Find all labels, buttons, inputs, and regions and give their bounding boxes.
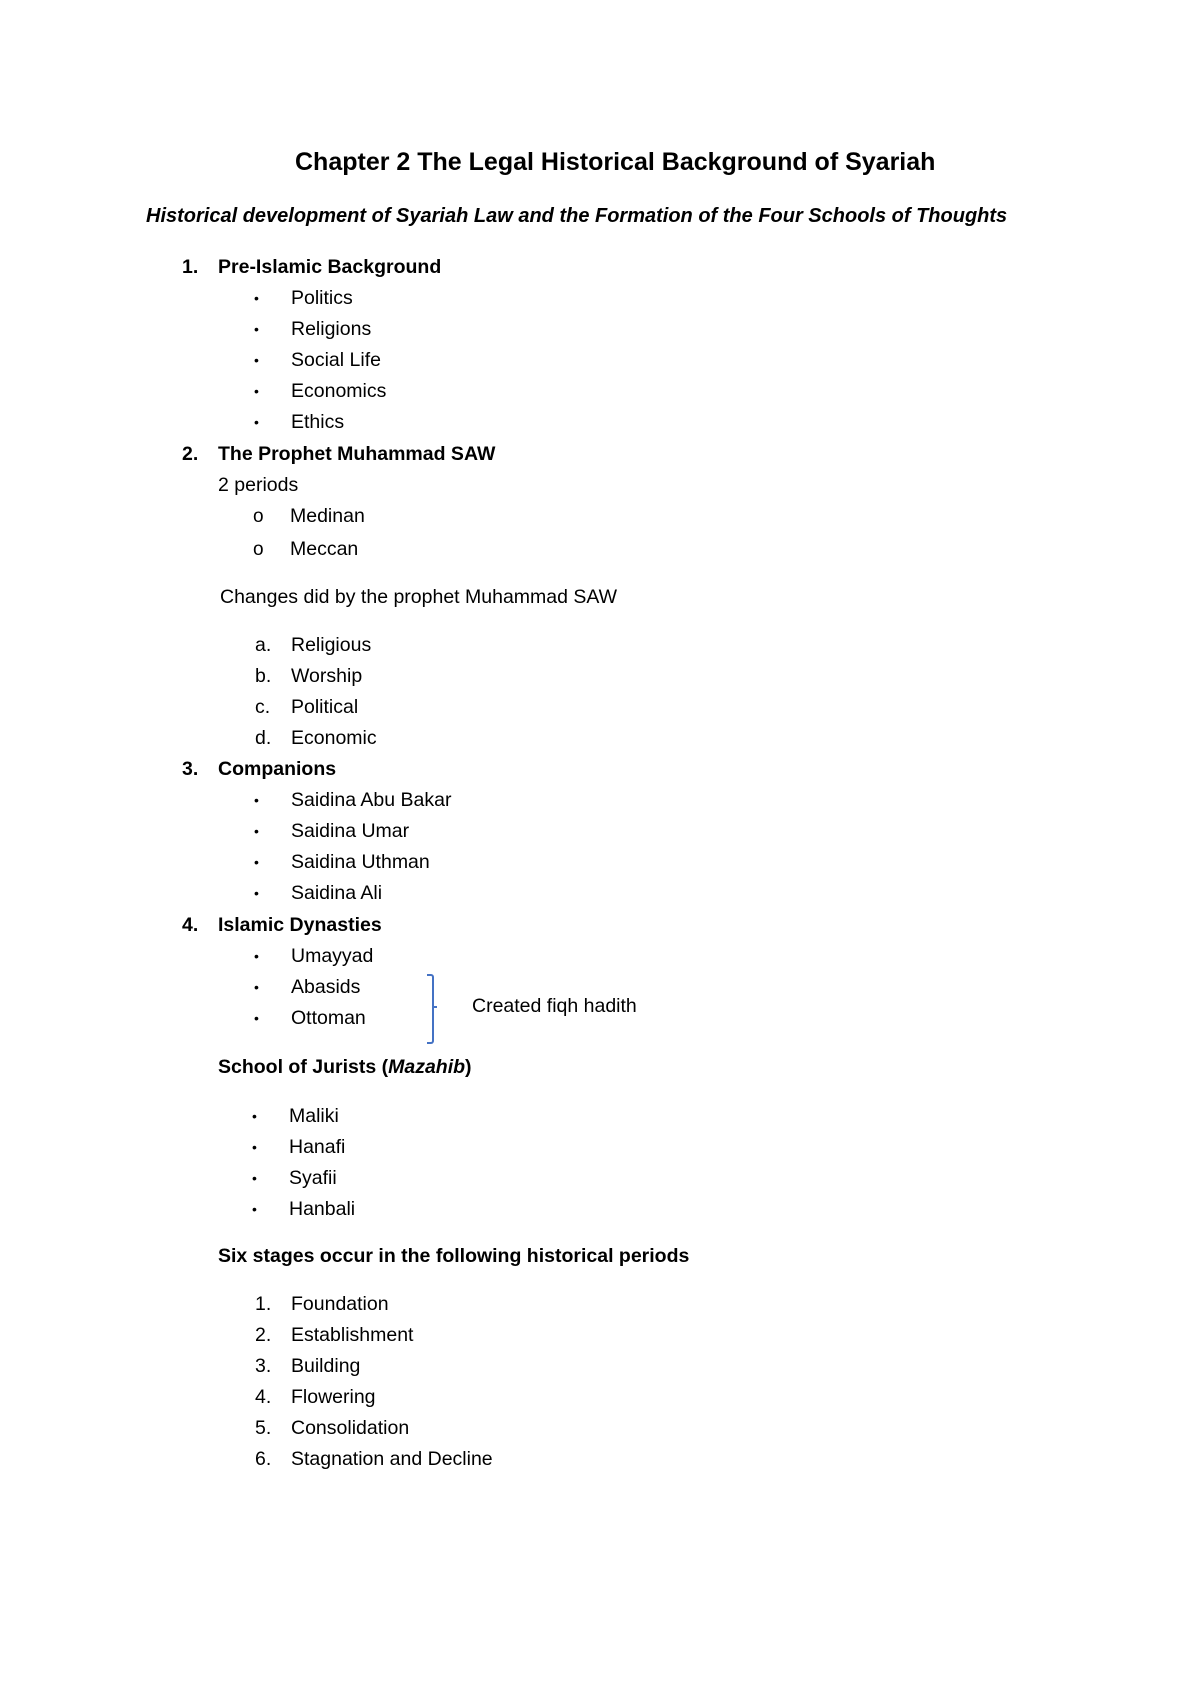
section-heading-companions: Companions — [218, 758, 337, 780]
bullet-icon: • — [254, 823, 259, 839]
section-number: 1. — [182, 256, 199, 278]
list-item: Social Life — [291, 349, 381, 371]
list-item: Stagnation and Decline — [291, 1448, 493, 1470]
bullet-icon: • — [254, 854, 259, 870]
list-item: Religions — [291, 318, 372, 340]
list-item: Ethics — [291, 411, 345, 433]
list-item: Medinan — [290, 505, 365, 527]
list-item: Saidina Umar — [291, 820, 410, 842]
list-marker: 1. — [255, 1293, 272, 1315]
list-item: Politics — [291, 287, 353, 309]
jurists-heading — [218, 1056, 472, 1079]
page-subtitle: Historical development of Syariah Law and the Formation of the Four Schools of Thoughts — [146, 205, 1008, 227]
list-marker: 6. — [255, 1448, 272, 1470]
changes-label: Changes did by the prophet Muhammad SAW — [220, 586, 618, 608]
section-number: 2. — [182, 443, 199, 465]
list-item: Maliki — [289, 1105, 339, 1127]
list-item: Flowering — [291, 1386, 376, 1408]
bullet-icon: • — [252, 1139, 257, 1155]
list-item: Building — [291, 1355, 361, 1377]
list-marker: c. — [255, 696, 271, 718]
bullet-icon: • — [254, 885, 259, 901]
jurists-heading-italic: Mazahib — [388, 1056, 466, 1078]
bullet-icon: • — [254, 1010, 259, 1026]
stages-heading: Six stages occur in the following historical periods — [218, 1245, 690, 1267]
list-marker: 5. — [255, 1417, 272, 1439]
bullet-icon: • — [254, 290, 259, 306]
brace-note: Created fiqh hadith — [472, 995, 637, 1017]
list-item: Umayyad — [291, 945, 374, 967]
right-brace-icon — [427, 974, 434, 1044]
bullet-icon: • — [252, 1201, 257, 1217]
list-marker: 2. — [255, 1324, 272, 1346]
list-item: Saidina Uthman — [291, 851, 430, 873]
list-marker: b. — [255, 665, 272, 687]
list-item: Ottoman — [291, 1007, 366, 1029]
list-item: Economics — [291, 380, 387, 402]
bullet-icon: • — [254, 383, 259, 399]
circle-bullet-icon: o — [253, 506, 264, 527]
list-item: Religious — [291, 634, 372, 656]
list-item: Hanafi — [289, 1136, 346, 1158]
bullet-icon: • — [254, 352, 259, 368]
list-item: Establishment — [291, 1324, 414, 1346]
bullet-icon: • — [254, 948, 259, 964]
bullet-icon: • — [254, 321, 259, 337]
jurists-heading-prefix: School of Jurists ( — [218, 1056, 389, 1078]
list-marker: 3. — [255, 1355, 272, 1377]
section-heading-prophet: The Prophet Muhammad SAW — [218, 443, 496, 465]
bullet-icon: • — [254, 792, 259, 808]
list-item: Hanbali — [289, 1198, 356, 1220]
list-item: Abasids — [291, 976, 361, 998]
list-item: Economic — [291, 727, 377, 749]
list-item: Syafii — [289, 1167, 337, 1189]
bullet-icon: • — [252, 1170, 257, 1186]
section-heading-pre-islamic: Pre-Islamic Background — [218, 256, 442, 278]
jurists-heading-suffix: ) — [465, 1056, 472, 1078]
list-item: Political — [291, 696, 359, 718]
periods-label: 2 periods — [218, 474, 299, 496]
section-number: 4. — [182, 914, 199, 936]
list-item: Consolidation — [291, 1417, 410, 1439]
circle-bullet-icon: o — [253, 539, 264, 560]
list-marker: d. — [255, 727, 272, 749]
list-marker: a. — [255, 634, 272, 656]
section-heading-dynasties: Islamic Dynasties — [218, 914, 382, 936]
list-item: Saidina Abu Bakar — [291, 789, 452, 811]
list-item: Saidina Ali — [291, 882, 383, 904]
bullet-icon: • — [254, 979, 259, 995]
section-number: 3. — [182, 758, 199, 780]
page-title: Chapter 2 The Legal Historical Background of Syariah — [295, 148, 936, 176]
bullet-icon: • — [254, 414, 259, 430]
bullet-icon: • — [252, 1108, 257, 1124]
brace-tip — [433, 1006, 437, 1008]
list-item: Foundation — [291, 1293, 389, 1315]
list-item: Meccan — [290, 538, 359, 560]
list-item: Worship — [291, 665, 363, 687]
list-marker: 4. — [255, 1386, 272, 1408]
